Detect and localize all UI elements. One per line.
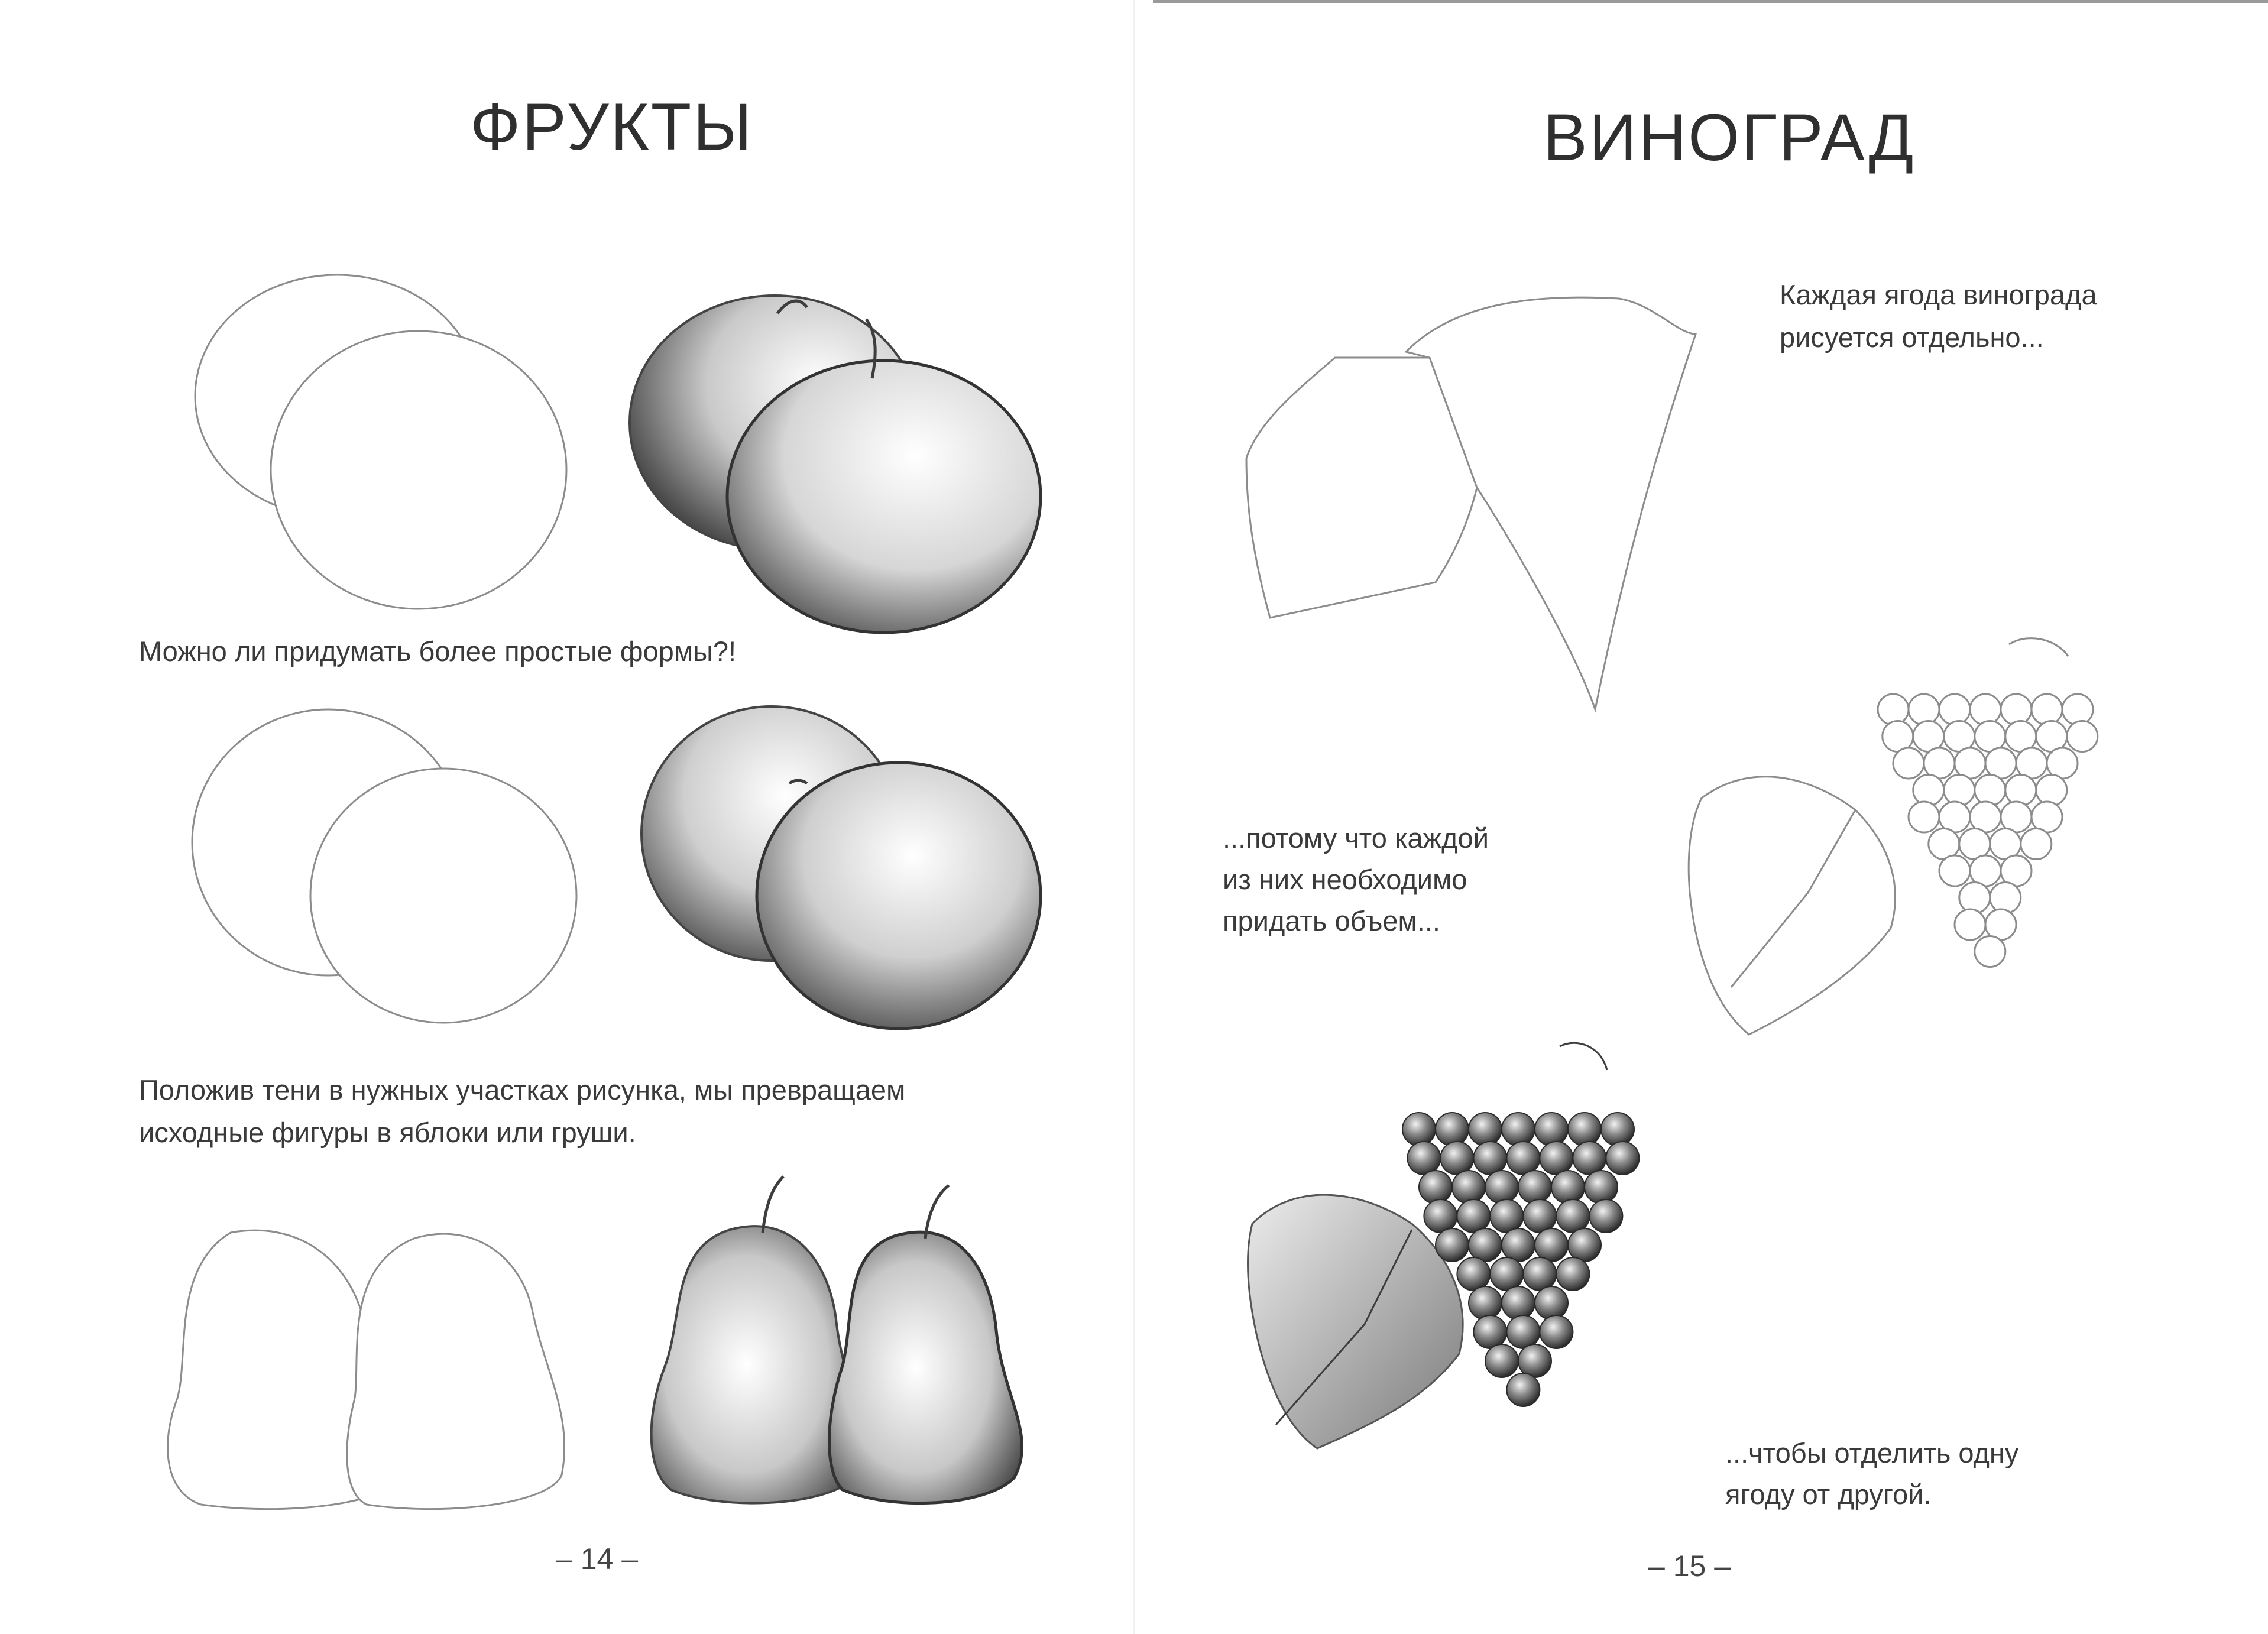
grape-berry [2001,694,2032,725]
grape-berry [1944,775,1975,806]
grape-berry [1585,1171,1618,1204]
caption-each-berry-line-1: Каждая ягода винограда [1780,279,2097,310]
page-title: ФРУКТЫ [470,90,754,164]
caption-volume-line-1: ...потому что каждой [1223,822,1489,854]
caption-shading-line-1: Положив тени в нужных участках рисунка, мы превращаем [139,1074,906,1105]
grape-berry [1436,1113,1469,1146]
grape-berry [1407,1142,1440,1175]
grape-berry [1601,1113,1634,1146]
grape-berry [1556,1199,1589,1233]
grape-cluster-outline-drawing [1678,621,2139,1082]
caption-separate-line-1: ...чтобы отделить одну [1725,1437,2019,1468]
grape-berry [1970,694,2001,725]
grape-berry [1469,1228,1502,1262]
grape-berry [1535,1113,1568,1146]
grape-berry [1402,1113,1436,1146]
page-number: – 15 – [1648,1549,1731,1583]
grape-berry [1551,1171,1585,1204]
grape-berry [1419,1171,1452,1204]
grape-berry [1457,1199,1490,1233]
grape-berry [1568,1228,1601,1262]
grape-berry [2032,694,2062,725]
grape-berry [1440,1142,1473,1175]
grape-berry [1424,1199,1457,1233]
grape-berry [1568,1113,1601,1146]
grape-berry [2021,829,2052,860]
grape-berry [1939,694,1970,725]
grape-bunch-outline-drawing [1240,287,1702,712]
page-number: – 14 – [556,1542,639,1575]
grape-berry [1452,1171,1485,1204]
grape-berry [1535,1286,1568,1319]
shaded-apples-drawing [630,296,1055,627]
right-page [1134,0,2268,1634]
grape-berry [1939,855,1970,886]
grape-berry [1975,775,2005,806]
grape-berry [1457,1257,1490,1291]
grape-berry [1518,1344,1551,1377]
caption-volume-line-3: придать объем... [1223,905,1440,936]
caption-separate-line-2: ягоду от другой. [1725,1479,1932,1510]
grape-berry [1893,748,1924,779]
grape-berry [2062,694,2093,725]
grape-berry [1490,1257,1523,1291]
grape-berry [1436,1228,1469,1262]
grape-berry [1913,775,1944,806]
grape-berry [1535,1228,1568,1262]
grape-berry [1540,1315,1573,1348]
grape-berry [1506,1315,1540,1348]
pear-outline-drawing [166,1221,579,1516]
grape-berry [1506,1373,1540,1406]
shaded-pears-drawing [647,1171,1061,1513]
grape-berry [1589,1199,1622,1233]
grape-berry [1573,1142,1606,1175]
grape-berry [1485,1344,1518,1377]
grape-berry [1523,1199,1556,1233]
grape-berry [1469,1113,1502,1146]
grape-berry [1975,936,2005,967]
caption-volume-line-2: из них необходимо [1223,864,1467,895]
caption-shading-line-2: исходные фигуры в яблоки или груши. [139,1117,636,1148]
grape-berry [2005,775,2036,806]
grape-berry [1502,1228,1535,1262]
grape-cluster-shaded-drawing [1240,1035,1713,1507]
grape-berry [1518,1171,1551,1204]
page-title: ВИНОГРАД [1543,100,1916,174]
grape-berry [1540,1142,1573,1175]
grape-berry [1502,1286,1535,1319]
grape-berry [1469,1286,1502,1319]
grape-berry [1606,1142,1639,1175]
grape-berry [1909,694,1939,725]
apple-outline-drawing [189,272,568,615]
grape-berry [2067,721,2098,752]
grape-berry [1502,1113,1535,1146]
grape-berry [1878,694,1909,725]
round-fruit-outline-drawing [189,706,591,1026]
grape-berry [1485,1171,1518,1204]
grape-berry [1523,1257,1556,1291]
grape-berry [1473,1142,1506,1175]
grape-berry [1955,909,1985,940]
grape-berry [1959,883,1990,913]
grape-berry [1909,802,1939,832]
grape-berry [2036,775,2067,806]
grape-berry [1473,1315,1506,1348]
caption-each-berry-line-2: рисуется отдельно... [1780,322,2044,353]
grape-berry [1556,1257,1589,1291]
grape-berry [1506,1142,1540,1175]
caption-simple-shapes: Можно ли придумать более простые формы?! [139,636,737,667]
grape-berry [1490,1199,1523,1233]
shaded-round-fruits-drawing [641,701,1055,1032]
grape-berry [1990,883,2021,913]
